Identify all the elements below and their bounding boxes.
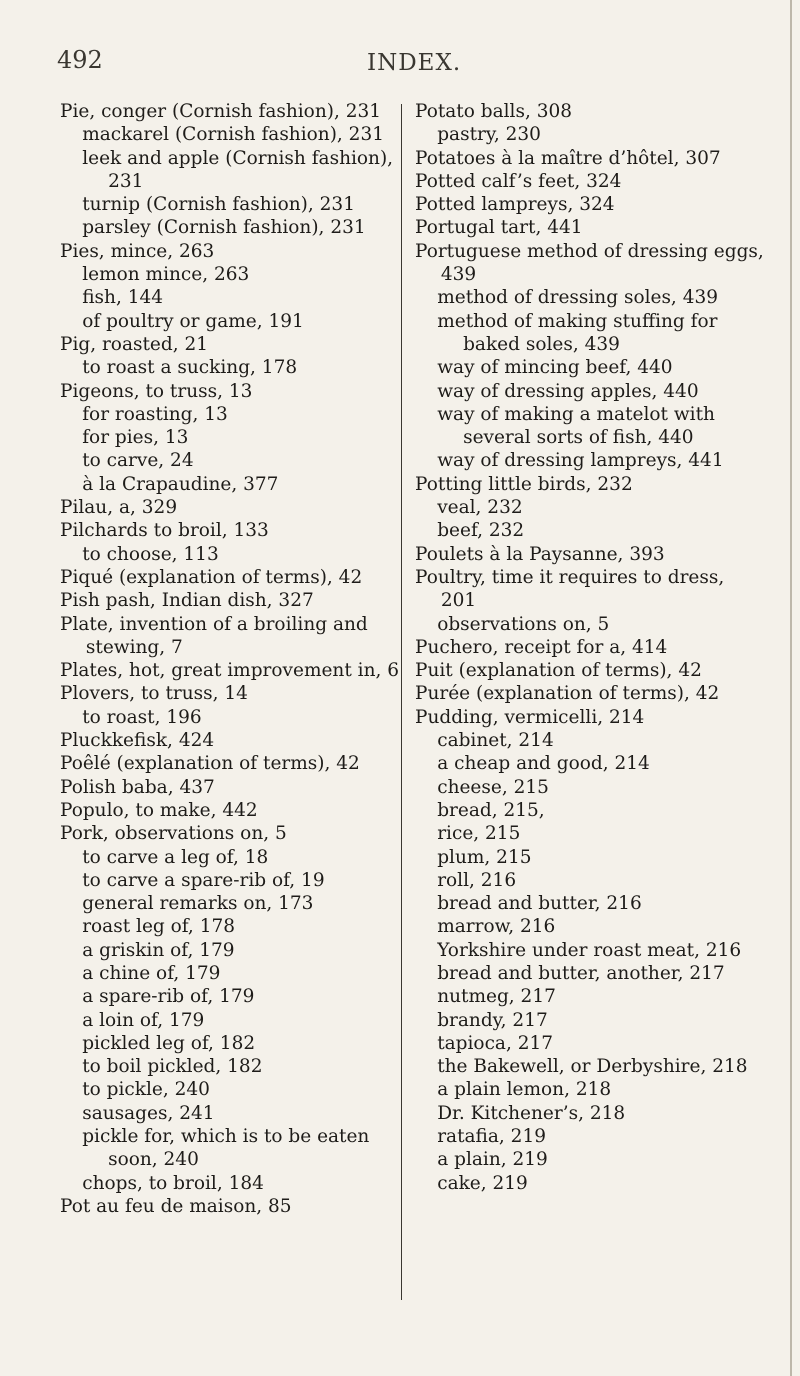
- index-entry: Plates, hot, great improvement in, 6: [60, 660, 400, 682]
- index-entry: Piqué (explanation of terms), 42: [60, 566, 363, 588]
- right-column: [415, 100, 765, 1195]
- index-entry: Pork, observations on, 5: [60, 823, 287, 845]
- index-entry: Pies, mince, 263: [60, 240, 215, 262]
- index-entry: fish, 144: [82, 287, 164, 309]
- index-entry: Purée (explanation of terms), 42: [415, 683, 720, 705]
- index-entry: the Bakewell, or Derbyshire, 218: [437, 1056, 748, 1078]
- index-entry: to roast, 196: [82, 706, 202, 728]
- index-entry: veal, 232: [437, 497, 523, 519]
- index-entry: chops, to broil, 184: [82, 1172, 264, 1194]
- index-entry: to roast a sucking, 178: [82, 357, 298, 379]
- index-entry: observations on, 5: [437, 613, 610, 635]
- index-entry: Pish pash, Indian dish, 327: [60, 590, 314, 612]
- index-entry: Populo, to make, 442: [60, 799, 258, 821]
- index-entry: method of making stuffing for baked soles, 439: [437, 310, 718, 355]
- index-entry: ratafia, 219: [437, 1126, 546, 1148]
- column-divider: [401, 104, 402, 1300]
- index-entry: rice, 215: [437, 823, 521, 845]
- index-entry: Potting little birds, 232: [415, 473, 633, 495]
- index-entry: to boil pickled, 182: [82, 1056, 263, 1078]
- index-entry: bread and butter, another, 217: [437, 962, 725, 984]
- index-entry: Pilchards to broil, 133: [60, 520, 269, 542]
- index-entry: Pig, roasted, 21: [60, 333, 208, 355]
- index-entry: a plain, 219: [437, 1149, 548, 1171]
- index-entry: method of dressing soles, 439: [437, 287, 719, 309]
- index-entry: nutmeg, 217: [437, 986, 556, 1008]
- index-entry: Portuguese method of dressing eggs, 439: [415, 240, 764, 286]
- index-entry: a griskin of, 179: [82, 939, 235, 961]
- index-entry: Pie, conger (Cornish fashion), 231: [60, 101, 382, 122]
- index-entry: Pigeons, to truss, 13: [60, 380, 253, 402]
- index-entry: leek and apple (Cornish fashion), 231: [82, 147, 394, 192]
- index-entry: to pickle, 240: [82, 1079, 210, 1101]
- index-entry: tapioca, 217: [437, 1032, 554, 1054]
- index-entry: for roasting, 13: [82, 403, 228, 425]
- index-entry: plum, 215: [437, 846, 532, 868]
- left-column: [60, 100, 400, 1218]
- index-entry: cheese, 215: [437, 776, 549, 798]
- index-entry: Poulets à la Paysanne, 393: [415, 543, 665, 565]
- index-entry: marrow, 216: [437, 916, 556, 938]
- index-entry: brandy, 217: [437, 1009, 548, 1031]
- index-entry: Pilau, a, 329: [60, 497, 178, 519]
- page-header: INDEX.: [367, 50, 462, 76]
- index-entry: bread and butter, 216: [437, 893, 642, 915]
- page-number: 492: [57, 46, 103, 74]
- index-entry: to carve a leg of, 18: [82, 846, 269, 868]
- index-entry: parsley (Cornish fashion), 231: [82, 217, 366, 239]
- index-entry: Potted lampreys, 324: [415, 194, 615, 216]
- index-entry: to carve, 24: [82, 450, 194, 472]
- index-entry: a plain lemon, 218: [437, 1079, 612, 1101]
- index-entry: Pudding, vermicelli, 214: [415, 706, 645, 728]
- page-edge: [790, 0, 792, 1376]
- index-entry: Poultry, time it requires to dress, 201: [415, 566, 725, 612]
- index-entry: sausages, 241: [82, 1102, 215, 1124]
- index-entry: Poêlé (explanation of terms), 42: [60, 753, 360, 775]
- index-entry: way of making a matelot with several sorts of fish, 440: [437, 403, 715, 449]
- index-entry: way of dressing apples, 440: [437, 380, 699, 402]
- index-entry: way of dressing lampreys, 441: [437, 450, 724, 472]
- index-entry: Potato balls, 308: [415, 101, 573, 122]
- index-entry: Dr. Kitchener’s, 218: [437, 1102, 626, 1124]
- index-entry: à la Crapaudine, 377: [82, 473, 279, 495]
- index-entry: pickled leg of, 182: [82, 1032, 256, 1054]
- index-entry: lemon mince, 263: [82, 264, 250, 286]
- index-entry: for pies, 13: [82, 427, 189, 449]
- index-entry: Puit (explanation of terms), 42: [415, 660, 702, 682]
- index-entry: a cheap and good, 214: [437, 753, 650, 775]
- index-entry: a loin of, 179: [82, 1009, 205, 1031]
- index-entry: way of mincing beef, 440: [437, 357, 673, 379]
- index-entry: cabinet, 214: [437, 730, 554, 752]
- index-entry: Potatoes à la maître d’hôtel, 307: [415, 147, 721, 169]
- index-entry: of poultry or game, 191: [82, 310, 304, 332]
- index-entry: pastry, 230: [437, 124, 541, 146]
- index-entry: a spare-rib of, 179: [82, 986, 255, 1008]
- index-entry: beef, 232: [437, 520, 525, 542]
- index-entry: to choose, 113: [82, 543, 219, 565]
- index-entry: general remarks on, 173: [82, 893, 314, 915]
- index-entry: roast leg of, 178: [82, 916, 236, 938]
- index-entry: Polish baba, 437: [60, 776, 215, 798]
- index-entry: Puchero, receipt for a, 414: [415, 636, 668, 658]
- index-entry: Portugal tart, 441: [415, 217, 583, 239]
- index-entry: Potted calf’s feet, 324: [415, 170, 622, 192]
- index-entry: Pot au feu de maison, 85: [60, 1195, 292, 1217]
- index-entry: Yorkshire under roast meat, 216: [437, 939, 742, 961]
- index-entry: Pluckkefisk, 424: [60, 730, 215, 752]
- index-entry: to carve a spare-rib of, 19: [82, 869, 325, 891]
- index-entry: roll, 216: [437, 869, 517, 891]
- index-entry: Plate, invention of a broiling and stewing, 7: [60, 613, 368, 658]
- index-entry: pickle for, which is to be eaten soon, 240: [82, 1126, 370, 1171]
- index-entry: turnip (Cornish fashion), 231: [82, 194, 355, 216]
- index-entry: bread, 215,: [437, 799, 545, 821]
- index-entry: mackarel (Cornish fashion), 231: [82, 124, 384, 146]
- index-entry: a chine of, 179: [82, 962, 221, 984]
- index-entry: cake, 219: [437, 1172, 528, 1194]
- index-entry: Plovers, to truss, 14: [60, 683, 248, 705]
